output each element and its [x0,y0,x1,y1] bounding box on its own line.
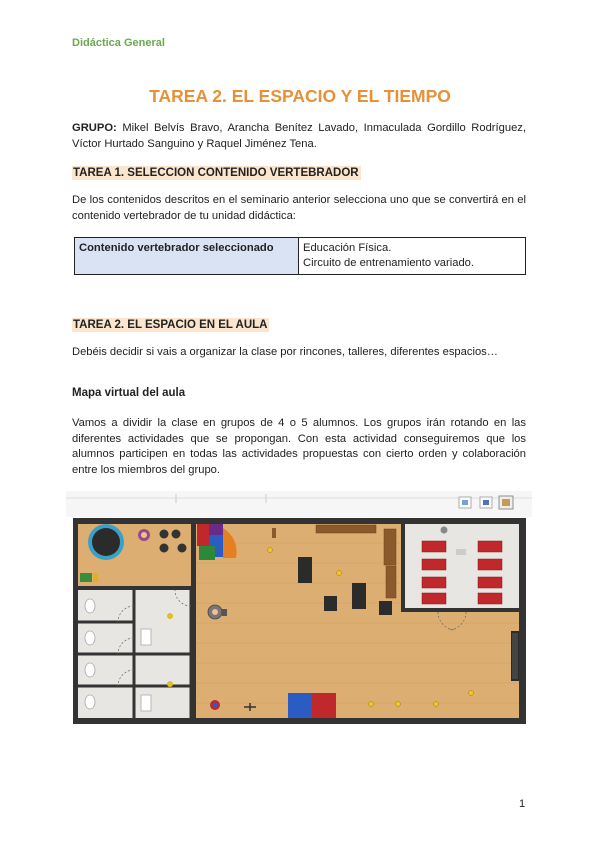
content-value-cell [299,238,526,275]
map-heading: Mapa virtual del aula [72,387,186,399]
classroom-floor-plan [66,491,532,739]
content-value-line1: Educación Física. [303,242,392,254]
view-toggle-icons[interactable] [459,496,513,509]
sign-marker [167,613,173,619]
content-label-cell: Contenido vertebrador seleccionado [75,238,299,275]
group-members: Mikel Belvís Bravo, Arancha Benítez Lavado, Inmaculada Gordillo Rodríguez, Víctor Hurtado Sanguino y Raquel Jiménez Tena. [72,122,526,150]
task1-text: De los contenidos descritos en el seminario anterior selecciona uno que se convertirá en el contenido vertebrador de tu unidad didáctica: [72,194,526,222]
teacher-chair [441,527,448,534]
running-header: Didáctica General [72,37,165,49]
map-description: Vamos a dividir la clase en grupos de 4 o 5 alumnos. Los grupos irán rotando en las diferentes actividades que se propongan. Con esta actividad conseguiremos que los alumnos participen en todas las actividades propuestas con cierto orden y colaboración entre los miembros del grupo. [72,417,526,476]
content-table [74,237,526,275]
mat-red [312,693,336,718]
page-number: 1 [519,798,526,810]
page-title: TAREA 2. EL ESPACIO Y EL TIEMPO [149,86,451,106]
teacher-desk [456,549,466,555]
content-value-line2: Circuito de entrenamiento variado. [303,257,475,269]
shelf [80,573,92,582]
corner-mat-red [197,524,209,546]
group-paragraph [72,121,526,152]
group-label: GRUPO: [72,122,117,134]
content-table-row [75,238,526,275]
task2-text: Debéis decidir si vais a organizar la clase por rincones, talleres, diferentes espacios… [72,346,498,358]
task2-heading: TAREA 2. EL ESPACIO EN EL AULA [73,319,268,331]
mat-blue [288,693,312,718]
task1-heading: TAREA 1. SELECCION CONTENIDO VERTEBRADOR [73,167,359,179]
